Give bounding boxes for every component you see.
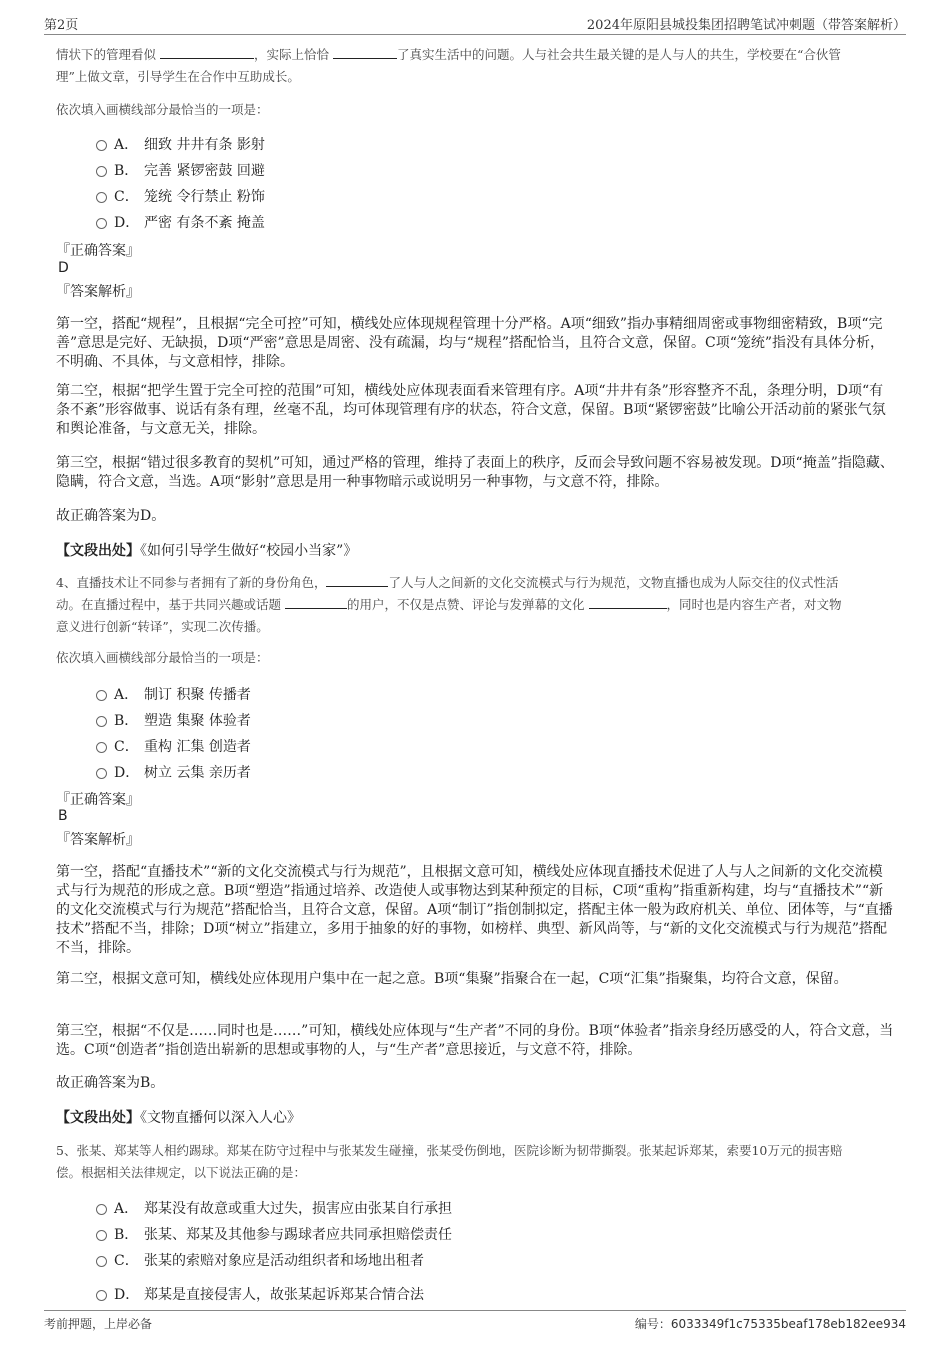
- q3-analysis-3: 第三空，根据“错过很多教育的契机”可知，通过严格的管理，维持了表面上的秩序，反而会导致问题不容易被发现。D项“掩盖”指隐藏、隐瞒，符合文意，当选。A项“影射”意思是用一种事物暗示或说明另一种事物，与文意不符，排除。: [56, 455, 894, 490]
- q5-option-a[interactable]: A． 郑某没有故意或重大过失，损害应由张某自行承担: [96, 1198, 452, 1218]
- q3-stem: 情状下的管理看似 ，实际上恰恰 了真实生活中的问题。人与社会共生最关键的是人与人的共生，学校要在“合伙管 理”上做文章，引导学生在合作中互助成长。: [56, 47, 841, 84]
- q3-option-d[interactable]: D． 严密 有条不紊 掩盖: [96, 212, 265, 232]
- radio-icon[interactable]: [96, 690, 107, 701]
- q3-source: 【文段出处】《如何引导学生做好“校园小当家”》: [56, 543, 358, 559]
- q4-answer: B: [58, 808, 68, 824]
- q3-prompt: 依次填入画横线部分最恰当的一项是：: [56, 102, 269, 117]
- radio-icon[interactable]: [96, 192, 107, 203]
- page-footer: [44, 1310, 906, 1333]
- q4-prompt: 依次填入画横线部分最恰当的一项是：: [56, 650, 269, 665]
- radio-icon[interactable]: [96, 1256, 107, 1267]
- page-header: [44, 12, 906, 35]
- blank-2: [285, 596, 347, 609]
- radio-icon[interactable]: [96, 716, 107, 727]
- q3-answer: D: [58, 260, 69, 276]
- radio-icon[interactable]: [96, 140, 107, 151]
- q4-option-d[interactable]: D． 树立 云集 亲历者: [96, 762, 251, 782]
- radio-icon[interactable]: [96, 1204, 107, 1215]
- q5-option-d[interactable]: D． 郑某是直接侵害人，故张某起诉郑某合情合法: [96, 1284, 424, 1304]
- q4-analysis-label: 『答案解析』: [56, 832, 140, 848]
- document-code: 编号：6033349f1c75335beaf178eb182ee934: [634, 1317, 906, 1331]
- radio-icon[interactable]: [96, 166, 107, 177]
- blank-1: [326, 574, 388, 587]
- footer-slogan: 考前押题，上岸必备: [44, 1317, 153, 1331]
- q4-option-b[interactable]: B． 塑造 集聚 体验者: [96, 710, 251, 730]
- document-title: 2024年原阳县城投集团招聘笔试冲刺题（带答案解析）: [586, 18, 906, 33]
- blank-1: [160, 46, 254, 59]
- q3-option-b[interactable]: B． 完善 紧锣密鼓 回避: [96, 160, 265, 180]
- q5-stem: 5、张某、郑某等人相约踢球。郑某在防守过程中与张某发生碰撞，张某受伤倒地，医院诊断为韧带撕裂。张某起诉郑某，索要10万元的损害赔 偿。根据相关法律规定，以下说法正确的是：: [56, 1143, 843, 1180]
- q4-conclusion: 故正确答案为B。: [56, 1075, 165, 1091]
- q5-option-c[interactable]: C． 张某的索赔对象应是活动组织者和场地出租者: [96, 1250, 424, 1270]
- blank-2: [333, 46, 397, 59]
- radio-icon[interactable]: [96, 742, 107, 753]
- radio-icon[interactable]: [96, 218, 107, 229]
- q3-analysis-1: 第一空，搭配“规程”，且根据“完全可控”可知，横线处应体现规程管理十分严格。A项“细致”指办事精细周密或事物细密精致，B项“完善”意思是完好、无缺损，D项“严密”意思是周密、没有疏漏，均与“规程”搭配恰当，且符合文意，保留。C项“笼统”指没有具体分析，不明确、不具体，与文意相悖，排除。: [56, 316, 885, 370]
- page-number: 第2页: [44, 18, 79, 33]
- radio-icon[interactable]: [96, 768, 107, 779]
- q4-analysis-2: 第二空，根据文意可知，横线处应体现用户集中在一起之意。B项“集聚”指聚合在一起，C项“汇集”指聚集，均符合文意，保留。: [56, 971, 848, 987]
- q3-option-c[interactable]: C． 笼统 令行禁止 粉饰: [96, 186, 265, 206]
- q3-answer-label: 『正确答案』: [56, 243, 140, 259]
- blank-3: [589, 596, 667, 609]
- radio-icon[interactable]: [96, 1230, 107, 1241]
- q4-option-a[interactable]: A． 制订 积聚 传播者: [96, 684, 251, 704]
- q3-conclusion: 故正确答案为D。: [56, 508, 166, 524]
- q3-option-a[interactable]: A． 细致 井井有条 影射: [96, 134, 265, 154]
- q3-analysis-label: 『答案解析』: [56, 284, 140, 300]
- radio-icon[interactable]: [96, 1290, 107, 1301]
- q5-option-b[interactable]: B． 张某、郑某及其他参与踢球者应共同承担赔偿责任: [96, 1224, 452, 1244]
- q4-analysis-3: 第三空，根据“不仅是……同时也是……”可知，横线处应体现与“生产者”不同的身份。B项“体验者”指亲身经历感受的人，符合文意，当选。C项“创造者”指创造出崭新的思想或事物的人，与“生产者”意思接近，与文意不符，排除。: [56, 1023, 894, 1058]
- q4-analysis-1: 第一空，搭配“直播技术”“新的文化交流模式与行为规范”，且根据文意可知，横线处应体现直播技术促进了人与人之间新的文化交流模式与行为规范的形成之意。B项“塑造”指通过培养、改造使人或事物达到某种预定的目标，C项“重构”指重新构建，均与“直播技术”“新的文化交流模式与行为规范”搭配恰当，且符合文意，保留。A项“制订”指创制拟定，搭配主体一般为政府机关、单位、团体等，与“直播技术”搭配不当，排除；D项“树立”指建立，多用于抽象的好的事物，如榜样、典型、新风尚等，与“新的文化交流模式与行为规范”搭配不当，排除。: [56, 864, 893, 956]
- q4-stem: 4、直播技术让不同参与者拥有了新的身份角色， 了人与人之间新的文化交流模式与行为规范，文物直播也成为人际交往的仪式性活 动。在直播过程中，基于共同兴趣或话题 的用户，不仅是点赞、评论与发弹幕的文化 ，同时也是内容生产者，对文物 意义进行创新“转译”，实现二次传播。: [56, 575, 842, 634]
- q4-source: 【文段出处】《文物直播何以深入人心》: [56, 1110, 301, 1126]
- q4-option-c[interactable]: C． 重构 汇集 创造者: [96, 736, 251, 756]
- q4-answer-label: 『正确答案』: [56, 792, 140, 808]
- q3-analysis-2: 第二空，根据“把学生置于完全可控的范围”可知，横线处应体现表面看来管理有序。A项“井井有条”形容整齐不乱，条理分明，D项“有条不紊”形容做事、说话有条有理，丝毫不乱，均可体现管理有序的状态，符合文意，保留。B项“紧锣密鼓”比喻公开活动前的紧张气氛和舆论准备，与文意无关，排除。: [56, 383, 886, 437]
